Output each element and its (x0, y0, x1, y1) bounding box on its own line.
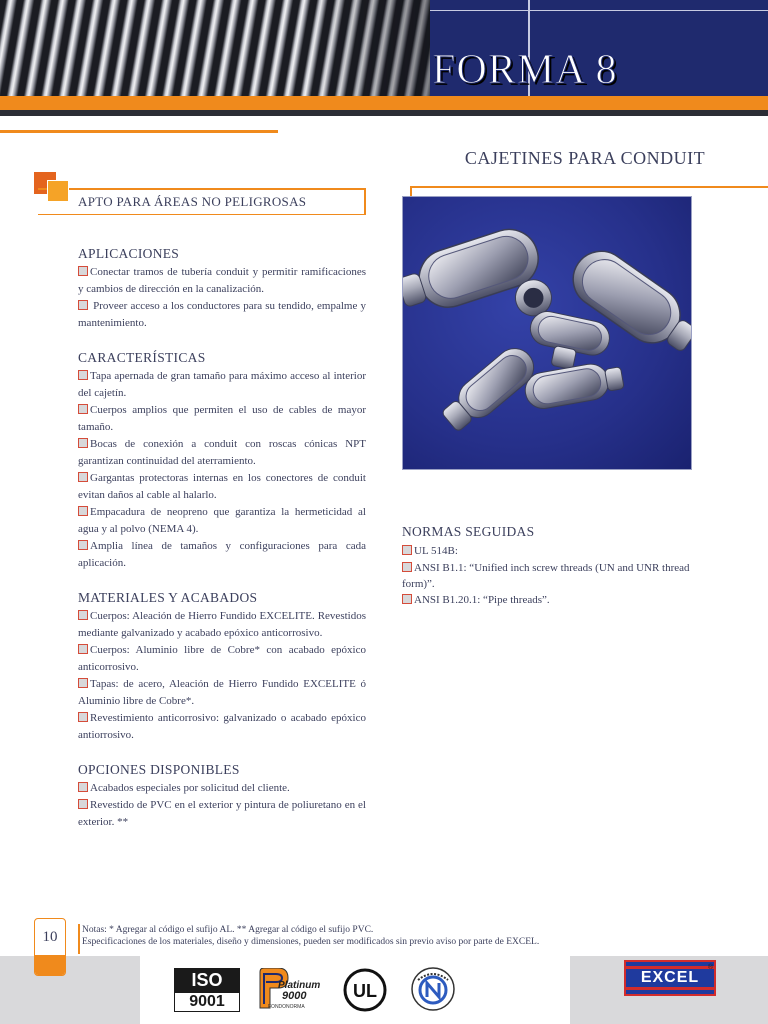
area-label: APTO PARA ÁREAS NO PELIGROSAS (78, 194, 307, 209)
fondonorma-label: FONDONORMA (268, 1004, 305, 1010)
header-line-horizontal (430, 10, 768, 11)
list-item: ANSI B1.1: “Unified inch screw threads (UN and UNR thread form)”. (402, 562, 690, 590)
list-item: Proveer acceso a los conductores para su tendido, empalme y mantenimiento. (78, 300, 366, 329)
section-heading-normas: NORMAS SEGUIDAS (402, 524, 535, 539)
list-item: Conectar tramos de tubería conduit y permitir ramificaciones y cambios de dirección en la canalización. (78, 266, 366, 295)
orange-square-icon (47, 180, 69, 202)
list-item: Gargantas protectoras internas en los conectores de conduit evitan daños al cable al halarlo. (78, 472, 366, 501)
header-dark-band (0, 110, 768, 116)
conduit-bodies-image (403, 197, 691, 469)
ul-logo-text: UL (353, 981, 377, 1001)
platinum-9000-logo: Platinum 9000 (258, 968, 328, 1012)
left-rule (0, 130, 278, 133)
page-title: FORMA 8 (432, 47, 618, 93)
bullet-icon (78, 300, 88, 310)
list-item: Cuerpos: Aluminio libre de Cobre* con acabado epóxico anticorrosivo. (78, 644, 366, 673)
list-item: ANSI B1.20.1: “Pipe threads”. (402, 592, 698, 608)
registered-mark: ® (708, 964, 714, 971)
bullet-icon (78, 540, 88, 550)
product-title: CAJETINES PARA CONDUIT (464, 148, 706, 168)
footer-note-1: Notas: * Agregar al código el sufijo AL. ** Agregar al código el sufijo PVC. (82, 925, 374, 935)
list-item: Empacadura de neopreno que garantiza la hermeticidad al agua y al polvo (NEMA 4). (78, 506, 366, 535)
list-item: Cuerpos: Aleación de Hierro Fundido EXCELITE. Revestidos mediante galvanizado y acabado epóxico anticorrosivo. (78, 610, 366, 639)
bullet-icon (78, 799, 88, 809)
bullet-icon (402, 545, 412, 555)
bullet-icon (78, 266, 88, 276)
list-item: Acabados especiales por solicitud del cliente. (78, 780, 366, 797)
list-item: Revestimiento anticorrosivo: galvanizado o acabado epóxico antiorrosivo. (78, 712, 366, 741)
iso-9001-logo: ISO 9001 (174, 968, 240, 1012)
footer-note-2: Especificaciones de los materiales, diseño y dimensiones, pueden ser modificados sin previo aviso por parte de EXCEL. (82, 937, 540, 947)
bullet-icon (78, 506, 88, 516)
page-number-box (34, 918, 66, 976)
list-item: Tapas: de acero, Aleación de Hierro Fundido EXCELITE ó Aluminio libre de Cobre*. (78, 678, 366, 707)
bullet-icon (78, 782, 88, 792)
bullet-icon (78, 404, 88, 414)
bullet-icon (78, 438, 88, 448)
header-banner (0, 0, 768, 96)
bullet-icon (78, 712, 88, 722)
notes-rule (78, 924, 80, 954)
list-item: Revestido de PVC en el exterior y pintura de poliuretano en el exterior. ** (78, 799, 366, 828)
bullet-icon (402, 594, 412, 604)
list-item: Amplia línea de tamaños y configuraciones para cada aplicación. (78, 540, 366, 569)
bullet-icon (402, 562, 412, 572)
list-item: Bocas de conexión a conduit con roscas cónicas NPT garantizan continuidad del aterramiento. (78, 438, 366, 467)
section-heading-caracteristicas: CARACTERÍSTICAS (78, 350, 206, 365)
photo-frame (410, 186, 768, 188)
bullet-icon (78, 370, 88, 380)
list-item: UL 514B: (402, 543, 698, 559)
bullet-icon (78, 678, 88, 688)
norven-seal-logo (410, 966, 456, 1012)
list-item: Tapa apernada de gran tamaño para máximo acceso al interior del cajetín. (78, 370, 366, 399)
page-number: 10 (42, 929, 58, 945)
bullet-icon (78, 610, 88, 620)
section-heading-opciones: OPCIONES DISPONIBLES (78, 762, 240, 777)
header-orange-band (0, 96, 768, 110)
excel-brand-logo: EXCEL (624, 960, 716, 996)
section-heading-aplicaciones: APLICACIONES (78, 246, 180, 261)
bullet-icon (78, 644, 88, 654)
bullet-icon (78, 472, 88, 482)
section-heading-materiales: MATERIALES Y ACABADOS (78, 590, 258, 605)
product-photo (402, 196, 692, 470)
footer-notes (82, 924, 722, 948)
ul-logo (343, 968, 387, 1012)
list-item: Cuerpos amplios que permiten el uso de cables de mayor tamaño. (78, 404, 366, 433)
page-number-fill (35, 955, 65, 976)
